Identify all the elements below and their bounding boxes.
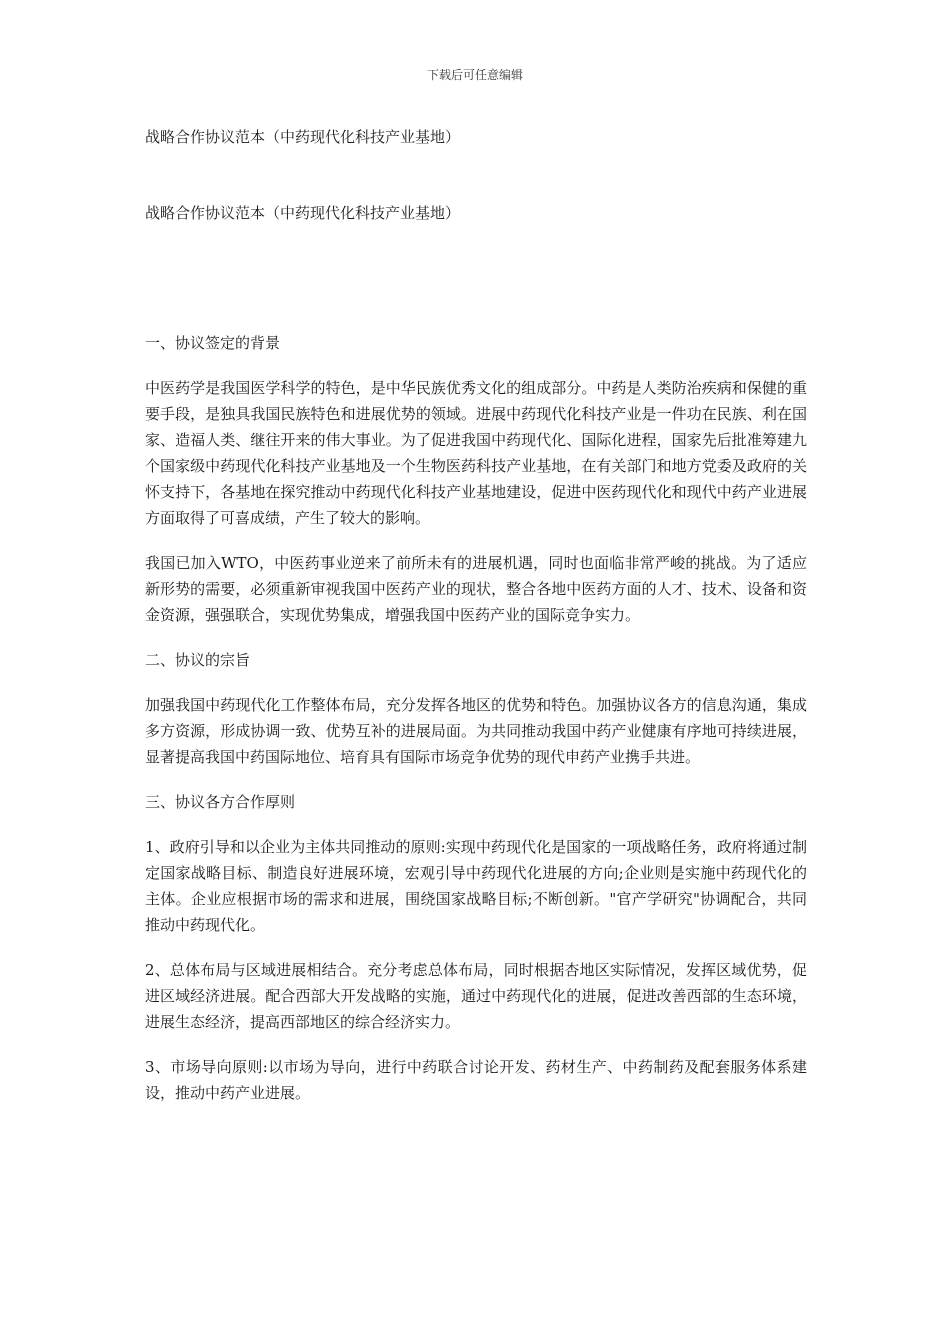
header-note: 下载后可任意编辑 [426,68,523,82]
paragraph: 我国已加入WTO，中医药事业逆来了前所未有的进展机遇，同时也面临非常严峻的挑战。为了适应新形势的需要，必须重新审视我国中医药产业的现状，整合各地中医药方面的人才、技术、设备和资金资源，强强联合，实现优势集成，增强我国中医药产业的国际竞争实力。 [145,554,807,624]
paragraph: 中医药学是我国医学科学的特色，是中华民族优秀文化的组成部分。中药是人类防治疾病和保健的重要手段，是独具我国民族特色和进展优势的领域。进展中药现代化科技产业是一件功在民族、利在国家、造福人类、继往开来的伟大事业。为了促进我国中药现代化、国际化进程，国家先后批准筹建九个国家级中药现代化科技产业基地及一个生物医药科技产业基地，在有关部门和地方党委及政府的关怀支持下，各基地在探究推动中药现代化科技产业基地建设，促进中医药现代化和现代中药产业进展方面取得了可喜成绩，产生了较大的影响。 [145,379,807,527]
section-heading: 二、协议的宗旨 [145,651,251,669]
paragraph: 3、市场导向原则:以市场为导向，进行中药联合讨论开发、药材生产、中药制药及配套服务体系建设，推动中药产业进展。 [145,1058,807,1102]
section-heading: 一、协议签定的背景 [145,334,281,352]
document-subtitle: 战略合作协议范本（中药现代化科技产业基地） [145,204,461,222]
document-title: 战略合作协议范本（中药现代化科技产业基地） [145,128,461,146]
paragraph: 2、总体布局与区域进展相结合。充分考虑总体布局，同时根据杏地区实际情况，发挥区域优势，促进区域经济进展。配合西部大开发战略的实施，通过中药现代化的进展，促进改善西部的生态环境，进展生态经济，提高西部地区的综合经济实力。 [145,961,807,1031]
paragraph: 1、政府引导和以企业为主体共同推动的原则:实现中药现代化是国家的一项战略任务，政府将通过制定国家战略目标、制造良好进展环境，宏观引导中药现代化进展的方向;企业则是实施中药现代化的主体。企业应根据市场的需求和进展，围绕国家战略目标;不断创新。"官产学研究"协调配合，共同推动中药现代化。 [145,838,807,934]
paragraph: 加强我国中药现代化工作整体布局，充分发挥各地区的优势和特色。加强协议各方的信息沟通，集成多方资源，形成协调一致、优势互补的进展局面。为共同推动我国中药产业健康有序地可持续进展，显著提高我国中药国际地位、培育具有国际市场竞争优势的现代申药产业携手共进。 [145,696,807,766]
document-body [145,118,807,1106]
section-heading: 三、协议各方合作厚则 [145,793,296,811]
